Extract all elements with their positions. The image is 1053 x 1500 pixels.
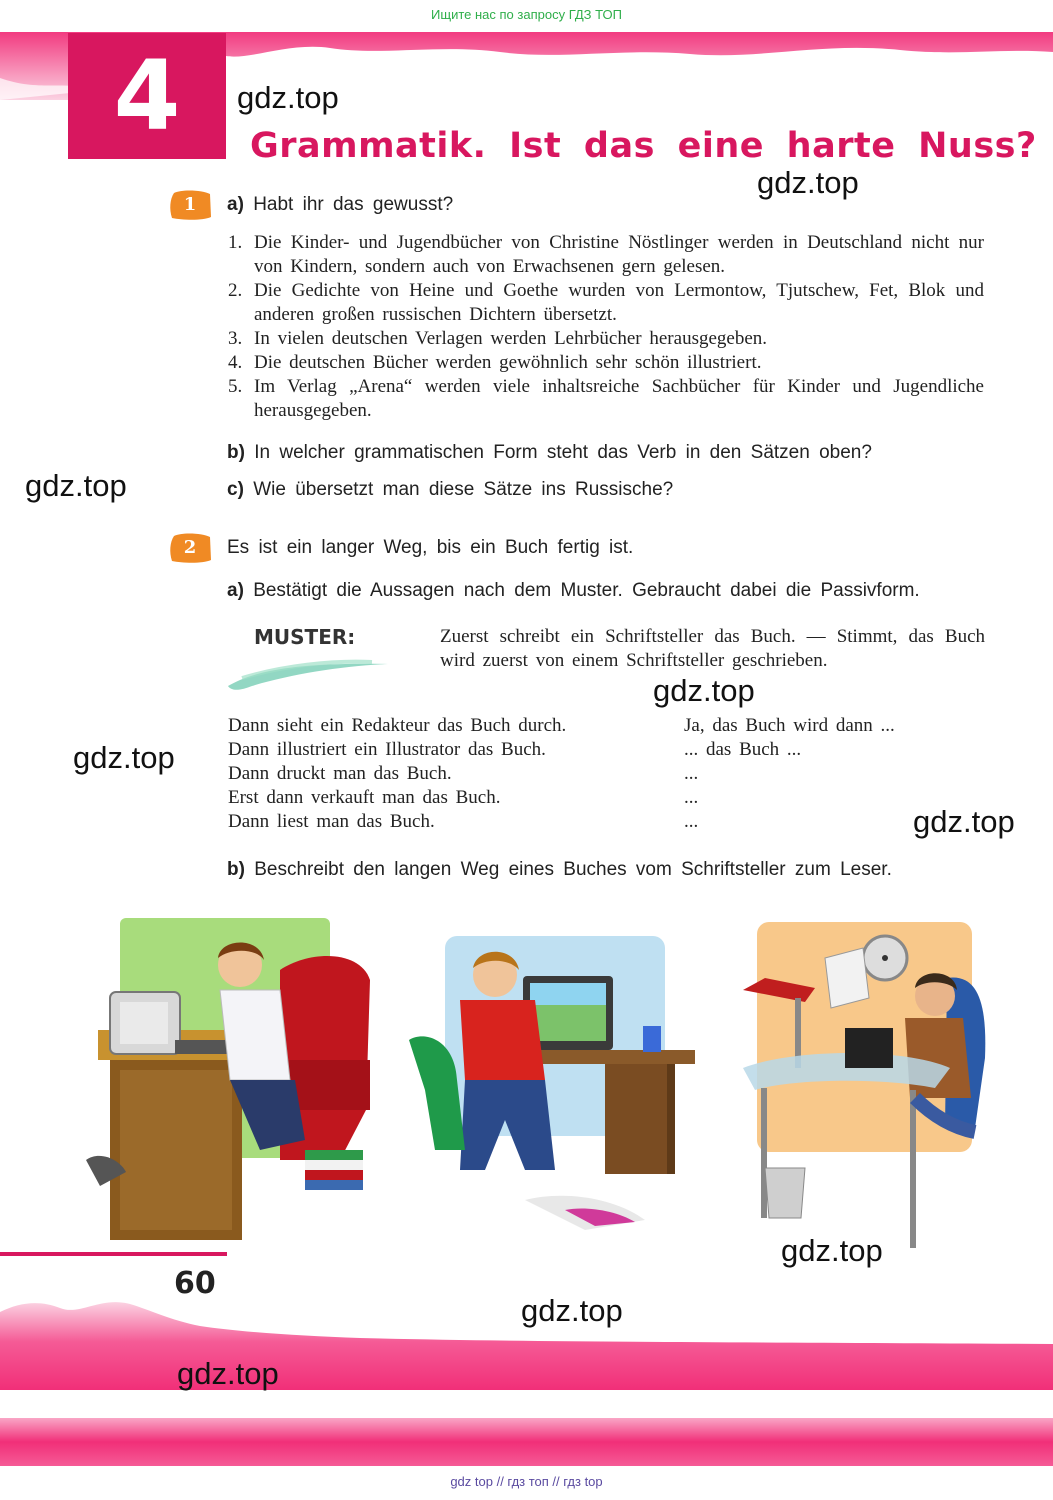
watermark: gdz.top [237, 80, 339, 115]
list-item: Dann liest man das Buch. [228, 811, 435, 832]
watermark: gdz.top [25, 468, 127, 503]
list-item: 3. In vielen deutschen Verlagen werden Lehrbücher herausgegeben. [228, 328, 768, 349]
chapter-title: Grammatik. Ist das eine harte Nuss? [250, 126, 1037, 166]
exercise-1a-text: Habt ihr das gewusst? [253, 194, 454, 215]
exercise-1a-prompt [227, 194, 453, 216]
list-item: 4. Die deutschen Bücher werden gewöhnlich sehr schön illustriert. [228, 352, 762, 373]
watermark: gdz.top [177, 1356, 279, 1391]
page-number: 60 [174, 1266, 216, 1301]
list-item: Erst dann verkauft man das Buch. [228, 787, 501, 808]
list-item: ... [684, 811, 699, 832]
watermark: gdz.top [781, 1233, 883, 1268]
exercise-1b-text: In welcher grammatischen Form steht das Verb in den Sätzen oben? [254, 442, 872, 463]
list-item: 2. Die Gedichte von Heine und Goethe wurden von Lermontow, Tjutschew, Fet, Blok und anderen großen russischen Dichtern übersetzt. [228, 280, 984, 325]
exercise-2b-text: Beschreibt den langen Weg eines Buches vom Schriftsteller zum Leser. [254, 859, 892, 880]
list-item: ... [684, 787, 699, 808]
exercise-2-number: 2 [183, 537, 197, 558]
list-item: Dann druckt man das Buch. [228, 763, 452, 784]
exercise-1-number: 1 [183, 194, 197, 215]
sentences-left [228, 714, 566, 834]
brush-stroke [222, 652, 392, 694]
exercise-1-list [228, 231, 984, 423]
exercise-1b-prompt [227, 442, 872, 464]
exercise-2a-label: a) [227, 580, 244, 601]
illustration-writer [80, 910, 380, 1250]
exercise-2b-prompt [227, 859, 892, 881]
watermark: gdz.top [653, 673, 755, 708]
site-note-bottom: gdz top // гдз топ // гдз top [450, 1474, 603, 1489]
exercise-2a-text: Bestätigt die Aussagen nach dem Muster. Gebraucht dabei die Passivform. [253, 580, 920, 601]
exercise-1b-label: b) [227, 442, 245, 463]
list-item: 5. Im Verlag „Arena“ werden viele inhaltsreiche Sachbücher für Kinder und Jugendliche herausgegeben. [228, 376, 984, 421]
exercise-1a-label: a) [227, 194, 244, 215]
list-item: ... das Buch ... [684, 739, 802, 760]
chapter-number: 4 [68, 33, 226, 159]
site-note-top: Ищите нас по запросу ГДЗ ТОП [431, 7, 622, 22]
watermark: gdz.top [73, 740, 175, 775]
list-item: Ja, das Buch wird dann ... [684, 715, 895, 736]
list-item: Dann illustriert ein Illustrator das Buch. [228, 739, 546, 760]
watermark: gdz.top [757, 165, 859, 200]
list-item: 1. Die Kinder- und Jugendbücher von Christine Nöstlinger werden in Deutschland nicht nur von Kindern, sondern auch von Erwachsenen gern gelesen. [228, 232, 984, 277]
muster-label: MUSTER: [254, 625, 356, 649]
exercise-2-intro: Es ist ein langer Weg, bis ein Buch fertig ist. [227, 537, 634, 558]
exercise-1c-text: Wie übersetzt man diese Sätze ins Russische? [253, 479, 674, 500]
illustration-illustrator [405, 930, 700, 1245]
answers-right [684, 714, 895, 834]
watermark: gdz.top [913, 804, 1015, 839]
footer-band-lower [0, 1418, 1053, 1470]
exercise-1c-prompt [227, 479, 673, 501]
muster-text: Zuerst schreibt ein Schriftsteller das Buch. — Stimmt, das Buch wird zuerst von einem Schriftsteller geschrieben. [440, 626, 985, 671]
page-rule [0, 1252, 227, 1256]
list-item: ... [684, 763, 699, 784]
illustration-reader [735, 918, 995, 1248]
watermark: gdz.top [521, 1293, 623, 1328]
list-item: Dann sieht ein Redakteur das Buch durch. [228, 715, 567, 736]
exercise-1c-label: c) [227, 479, 244, 500]
exercise-2a-prompt [227, 580, 920, 602]
exercise-2b-label: b) [227, 859, 245, 880]
